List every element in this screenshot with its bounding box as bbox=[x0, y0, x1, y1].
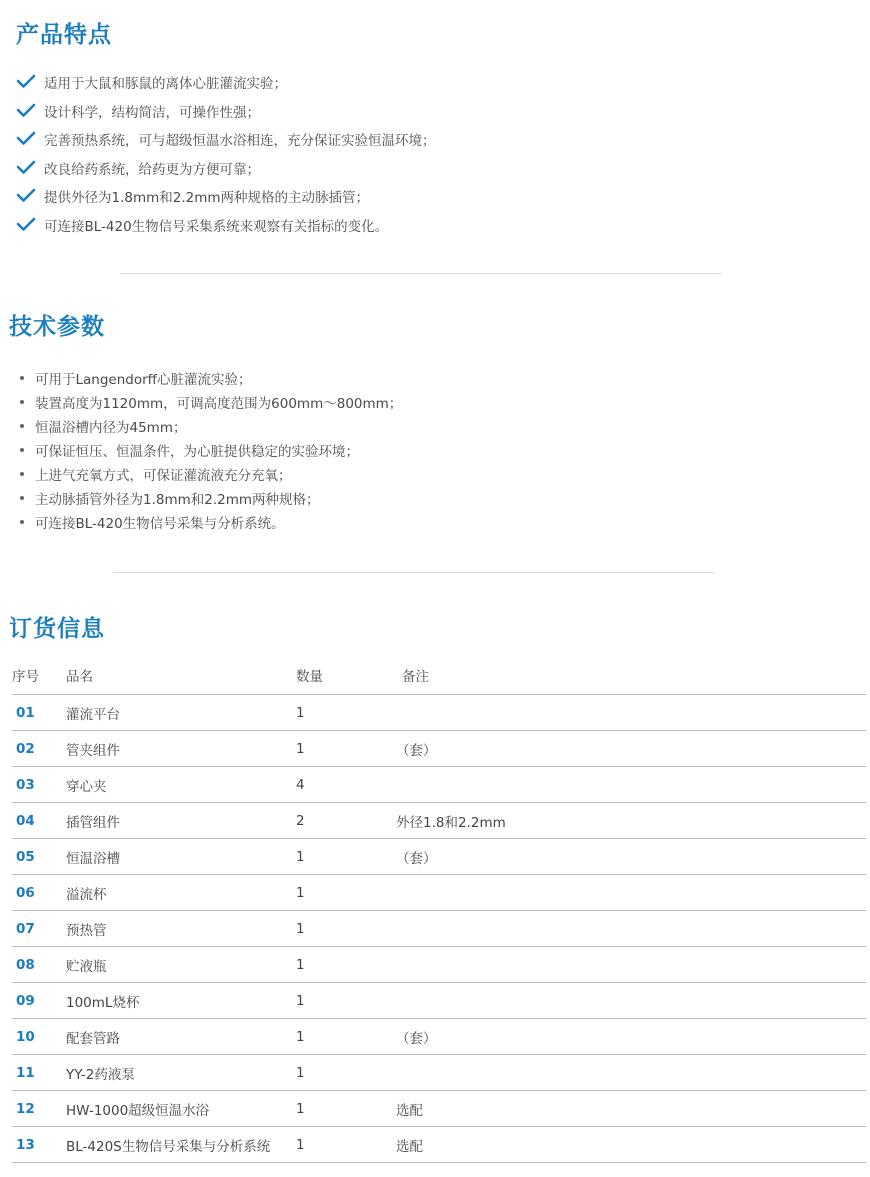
row-note: 选配 bbox=[396, 1102, 423, 1119]
features-title: 产品特点 bbox=[16, 22, 112, 48]
row-name: 贮液瓶 bbox=[66, 958, 107, 975]
row-no: 01 bbox=[16, 704, 35, 721]
table-row bbox=[12, 839, 866, 875]
table-row bbox=[12, 731, 866, 767]
header-no: 序号 bbox=[12, 668, 39, 685]
bullet-dot bbox=[20, 400, 24, 404]
row-qty: 2 bbox=[296, 812, 305, 829]
row-no: 04 bbox=[16, 812, 35, 829]
row-name: BL-420S生物信号采集与分析系统 bbox=[66, 1138, 271, 1155]
row-name: 管夹组件 bbox=[66, 742, 120, 759]
row-no: 03 bbox=[16, 776, 35, 793]
bullet-dot bbox=[20, 376, 24, 380]
features-list bbox=[16, 68, 436, 239]
header-name: 品名 bbox=[66, 668, 93, 685]
spec-text: 可保证恒压、恒温条件，为心脏提供稳定的实验环境； bbox=[35, 444, 359, 460]
check-icon bbox=[16, 160, 36, 176]
row-qty: 1 bbox=[296, 1064, 305, 1081]
table-row bbox=[12, 1091, 866, 1127]
spec-text: 可用于Langendorff心脏灌流实验； bbox=[35, 372, 252, 388]
row-no: 07 bbox=[16, 920, 35, 937]
spec-text: 上进气充氧方式，可保证灌流液充分充氧； bbox=[35, 468, 292, 484]
table-row bbox=[12, 1019, 866, 1055]
bullet-dot bbox=[20, 472, 24, 476]
header-qty: 数量 bbox=[296, 668, 323, 685]
table-row bbox=[12, 695, 866, 731]
feature-item bbox=[16, 154, 436, 183]
spec-item bbox=[20, 462, 402, 486]
row-name: 恒温浴槽 bbox=[66, 850, 120, 867]
row-no: 11 bbox=[16, 1064, 35, 1081]
row-qty: 1 bbox=[296, 1028, 305, 1045]
feature-item bbox=[16, 68, 436, 97]
spec-item bbox=[20, 414, 402, 438]
table-row bbox=[12, 947, 866, 983]
row-qty: 1 bbox=[296, 920, 305, 937]
row-name: 灌流平台 bbox=[66, 706, 120, 723]
row-qty: 1 bbox=[296, 1100, 305, 1117]
section-divider bbox=[113, 572, 714, 573]
feature-text: 提供外径为1.8mm和2.2mm两种规格的主动脉插管； bbox=[44, 190, 370, 207]
spec-text: 装置高度为1120mm，可调高度范围为600mm～800mm； bbox=[35, 396, 403, 412]
order-table bbox=[12, 655, 866, 1163]
feature-item bbox=[16, 211, 436, 240]
row-no: 13 bbox=[16, 1136, 35, 1153]
bullet-dot bbox=[20, 520, 24, 524]
row-name: 100mL烧杯 bbox=[66, 994, 140, 1011]
table-row bbox=[12, 1127, 866, 1163]
check-icon bbox=[16, 188, 36, 204]
check-icon bbox=[16, 217, 36, 233]
specs-list bbox=[20, 366, 402, 534]
table-row bbox=[12, 983, 866, 1019]
feature-text: 完善预热系统，可与超级恒温水浴相连，充分保证实验恒温环境； bbox=[44, 133, 436, 150]
row-name: 配套管路 bbox=[66, 1030, 120, 1047]
row-note: （套） bbox=[396, 850, 437, 867]
row-name: HW-1000超级恒温水浴 bbox=[66, 1102, 210, 1119]
feature-text: 改良给药系统，给药更为方便可靠； bbox=[44, 161, 260, 178]
row-name: 预热管 bbox=[66, 922, 107, 939]
table-row bbox=[12, 767, 866, 803]
spec-item bbox=[20, 390, 402, 414]
row-name: 溢流杯 bbox=[66, 886, 107, 903]
row-qty: 1 bbox=[296, 704, 305, 721]
row-name: 穿心夹 bbox=[66, 778, 107, 795]
table-row bbox=[12, 1055, 866, 1091]
row-no: 02 bbox=[16, 740, 35, 757]
bullet-dot bbox=[20, 424, 24, 428]
feature-item bbox=[16, 182, 436, 211]
row-no: 05 bbox=[16, 848, 35, 865]
specs-title: 技术参数 bbox=[9, 314, 105, 340]
spec-item bbox=[20, 366, 402, 390]
check-icon bbox=[16, 131, 36, 147]
bullet-dot bbox=[20, 496, 24, 500]
row-qty: 1 bbox=[296, 956, 305, 973]
row-note: （套） bbox=[396, 1030, 437, 1047]
row-note: 外径1.8和2.2mm bbox=[396, 814, 506, 831]
feature-text: 可连接BL-420生物信号采集系统来观察有关指标的变化。 bbox=[44, 218, 389, 235]
table-header bbox=[12, 655, 866, 695]
row-qty: 1 bbox=[296, 740, 305, 757]
table-row bbox=[12, 911, 866, 947]
bullet-dot bbox=[20, 448, 24, 452]
spec-text: 恒温浴槽内径为45mm； bbox=[35, 420, 187, 436]
row-no: 09 bbox=[16, 992, 35, 1009]
section-divider bbox=[121, 273, 722, 274]
table-row bbox=[12, 875, 866, 911]
feature-item bbox=[16, 125, 436, 154]
row-no: 08 bbox=[16, 956, 35, 973]
spec-item bbox=[20, 486, 402, 510]
order-title: 订货信息 bbox=[9, 616, 105, 642]
feature-text: 设计科学，结构简洁，可操作性强； bbox=[44, 104, 260, 121]
row-no: 10 bbox=[16, 1028, 35, 1045]
spec-item bbox=[20, 438, 402, 462]
table-row bbox=[12, 803, 866, 839]
spec-item bbox=[20, 510, 402, 534]
row-qty: 1 bbox=[296, 1136, 305, 1153]
feature-item bbox=[16, 97, 436, 126]
row-note: 选配 bbox=[396, 1138, 423, 1155]
row-qty: 4 bbox=[296, 776, 305, 793]
row-qty: 1 bbox=[296, 848, 305, 865]
row-no: 12 bbox=[16, 1100, 35, 1117]
spec-text: 主动脉插管外径为1.8mm和2.2mm两种规格； bbox=[35, 492, 320, 508]
row-note: （套） bbox=[396, 742, 437, 759]
check-icon bbox=[16, 103, 36, 119]
header-note: 备注 bbox=[402, 668, 429, 685]
feature-text: 适用于大鼠和豚鼠的离体心脏灌流实验； bbox=[44, 76, 287, 93]
row-qty: 1 bbox=[296, 992, 305, 1009]
row-qty: 1 bbox=[296, 884, 305, 901]
check-icon bbox=[16, 74, 36, 90]
row-no: 06 bbox=[16, 884, 35, 901]
row-name: 插管组件 bbox=[66, 814, 120, 831]
row-name: YY-2药液泵 bbox=[66, 1066, 135, 1083]
spec-text: 可连接BL-420生物信号采集与分析系统。 bbox=[35, 516, 285, 532]
